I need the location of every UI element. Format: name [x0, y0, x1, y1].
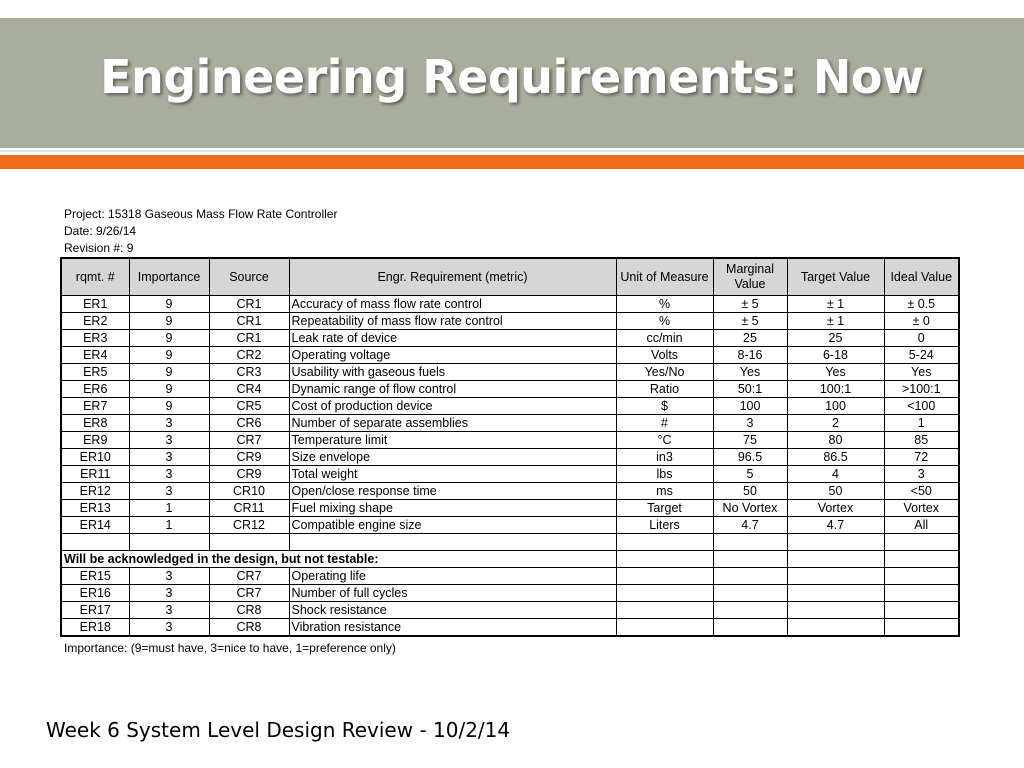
column-header: rqmt. #: [61, 258, 129, 296]
table-cell: CR7: [209, 432, 289, 449]
table-cell: 6-18: [787, 347, 884, 364]
table-cell: Number of separate assemblies: [289, 415, 616, 432]
table-cell: ± 1: [787, 296, 884, 313]
table-row: [61, 500, 959, 517]
table-cell: ± 5: [713, 296, 787, 313]
table-row: [61, 585, 959, 602]
table-cell: [616, 602, 713, 619]
table-cell: Liters: [616, 517, 713, 534]
table-cell: 25: [787, 330, 884, 347]
table-cell: ER8: [61, 415, 129, 432]
table-cell: 3: [129, 415, 209, 432]
table-cell: [884, 551, 959, 568]
table-cell: [616, 551, 713, 568]
table-cell: 50:1: [713, 381, 787, 398]
table-row: [61, 483, 959, 500]
table-cell: ER12: [61, 483, 129, 500]
table-cell: [884, 568, 959, 585]
table-cell: [616, 568, 713, 585]
table-body: [61, 296, 959, 637]
table-cell: 25: [713, 330, 787, 347]
table-cell: 9: [129, 381, 209, 398]
table-cell: 96.5: [713, 449, 787, 466]
table-cell: Yes: [787, 364, 884, 381]
accent-bar: [0, 155, 1024, 169]
table-cell: ER10: [61, 449, 129, 466]
table-cell: [787, 568, 884, 585]
table-cell: CR4: [209, 381, 289, 398]
table-cell: [713, 568, 787, 585]
table-cell: Operating voltage: [289, 347, 616, 364]
table-cell: CR8: [209, 619, 289, 637]
table-row: [61, 398, 959, 415]
table-cell: Open/close response time: [289, 483, 616, 500]
table-row: [61, 296, 959, 313]
table-cell: Fuel mixing shape: [289, 500, 616, 517]
table-cell: ± 0.5: [884, 296, 959, 313]
table-cell: Vortex: [787, 500, 884, 517]
table-cell: ER15: [61, 568, 129, 585]
table-cell: CR1: [209, 313, 289, 330]
table-cell: 3: [129, 602, 209, 619]
column-header: Unit of Measure: [616, 258, 713, 296]
table-cell: 4: [787, 466, 884, 483]
table-cell: Yes: [884, 364, 959, 381]
table-cell: Leak rate of device: [289, 330, 616, 347]
table-row: [61, 568, 959, 585]
table-cell: Shock resistance: [289, 602, 616, 619]
table-cell: Size envelope: [289, 449, 616, 466]
table-cell: CR2: [209, 347, 289, 364]
section-row: [61, 551, 959, 568]
table-cell: 100:1: [787, 381, 884, 398]
table-cell: ER3: [61, 330, 129, 347]
table-row: [61, 330, 959, 347]
table-row: [61, 313, 959, 330]
table-cell: ER2: [61, 313, 129, 330]
table-cell: CR12: [209, 517, 289, 534]
table-cell: ER6: [61, 381, 129, 398]
table-cell: CR3: [209, 364, 289, 381]
table-cell: [616, 619, 713, 637]
table-cell: #: [616, 415, 713, 432]
table-row: [61, 432, 959, 449]
table-cell: ER18: [61, 619, 129, 637]
table-cell: 9: [129, 330, 209, 347]
table-cell: ± 1: [787, 313, 884, 330]
table-cell: [616, 585, 713, 602]
table-cell: 3: [129, 432, 209, 449]
table-row: [61, 347, 959, 364]
table-cell: °C: [616, 432, 713, 449]
table-cell: CR7: [209, 585, 289, 602]
table-cell: 1: [129, 500, 209, 517]
table-cell: Vortex: [884, 500, 959, 517]
table-cell: Volts: [616, 347, 713, 364]
table-cell: Ratio: [616, 381, 713, 398]
table-cell: 85: [884, 432, 959, 449]
table-cell: 3: [884, 466, 959, 483]
table-row: [61, 466, 959, 483]
slide-title: Engineering Requirements: Now: [100, 50, 924, 104]
table-row: [61, 381, 959, 398]
table-cell: 100: [713, 398, 787, 415]
table-cell: 5-24: [884, 347, 959, 364]
table-cell: 0: [884, 330, 959, 347]
table-cell: [884, 602, 959, 619]
table-row: [61, 619, 959, 637]
table-cell: Vibration resistance: [289, 619, 616, 637]
table-cell: %: [616, 296, 713, 313]
table-cell: 3: [129, 483, 209, 500]
table-cell: No Vortex: [713, 500, 787, 517]
table-cell: Accuracy of mass flow rate control: [289, 296, 616, 313]
table-cell: 5: [713, 466, 787, 483]
table-cell: CR9: [209, 466, 289, 483]
table-cell: Compatible engine size: [289, 517, 616, 534]
table-header-row: [61, 258, 959, 296]
column-header: Target Value: [787, 258, 884, 296]
table-cell: %: [616, 313, 713, 330]
importance-footnote: Importance: (9=must have, 3=nice to have, 1=preference only): [64, 641, 396, 655]
table-cell: [787, 534, 884, 551]
requirements-table: [60, 257, 960, 637]
table-cell: ± 0: [884, 313, 959, 330]
table-cell: <50: [884, 483, 959, 500]
table-cell: [713, 585, 787, 602]
table-cell: 9: [129, 296, 209, 313]
table-cell: [129, 534, 209, 551]
project-label: Project: 15318 Gaseous Mass Flow Rate Controller: [64, 207, 338, 221]
table-cell: CR8: [209, 602, 289, 619]
table-cell: Usability with gaseous fuels: [289, 364, 616, 381]
table-cell: $: [616, 398, 713, 415]
table-row: [61, 602, 959, 619]
table-cell: ER11: [61, 466, 129, 483]
table-cell: 3: [129, 466, 209, 483]
table-cell: ER9: [61, 432, 129, 449]
table-cell: Operating life: [289, 568, 616, 585]
table-cell: ER1: [61, 296, 129, 313]
table-cell: ± 5: [713, 313, 787, 330]
table-cell: <100: [884, 398, 959, 415]
column-header: Importance: [129, 258, 209, 296]
table-cell: 2: [787, 415, 884, 432]
table-cell: ER5: [61, 364, 129, 381]
column-header: Ideal Value: [884, 258, 959, 296]
table-cell: Yes/No: [616, 364, 713, 381]
column-header: Engr. Requirement (metric): [289, 258, 616, 296]
table-cell: >100:1: [884, 381, 959, 398]
table-cell: Dynamic range of flow control: [289, 381, 616, 398]
table-cell: 9: [129, 313, 209, 330]
table-cell: CR5: [209, 398, 289, 415]
table-cell: [713, 534, 787, 551]
table-cell: 9: [129, 364, 209, 381]
table-cell: 75: [713, 432, 787, 449]
table-cell: 50: [787, 483, 884, 500]
section-label: Will be acknowledged in the design, but not testable:: [61, 551, 616, 568]
table-cell: 72: [884, 449, 959, 466]
table-cell: ER17: [61, 602, 129, 619]
table-cell: [61, 534, 129, 551]
table-cell: [787, 602, 884, 619]
table-row: [61, 364, 959, 381]
table-row: [61, 415, 959, 432]
table-cell: 1: [129, 517, 209, 534]
table-cell: CR1: [209, 296, 289, 313]
table-cell: lbs: [616, 466, 713, 483]
table-cell: Total weight: [289, 466, 616, 483]
table-cell: Number of full cycles: [289, 585, 616, 602]
table-row: [61, 449, 959, 466]
table-cell: 9: [129, 398, 209, 415]
table-cell: [787, 619, 884, 637]
table-cell: 100: [787, 398, 884, 415]
table-cell: [713, 551, 787, 568]
table-cell: [289, 534, 616, 551]
revision-label: Revision #: 9: [64, 241, 134, 255]
table-cell: 3: [129, 449, 209, 466]
table-cell: 1: [884, 415, 959, 432]
table-cell: Cost of production device: [289, 398, 616, 415]
table-cell: ms: [616, 483, 713, 500]
table-cell: ER13: [61, 500, 129, 517]
table-cell: 3: [713, 415, 787, 432]
table-cell: cc/min: [616, 330, 713, 347]
table-cell: 3: [129, 585, 209, 602]
divider-line: [0, 150, 1024, 152]
table-cell: 8-16: [713, 347, 787, 364]
table-cell: ER4: [61, 347, 129, 364]
table-row: [61, 534, 959, 551]
table-cell: 9: [129, 347, 209, 364]
table-cell: 3: [129, 619, 209, 637]
table-cell: 3: [129, 568, 209, 585]
table-cell: CR11: [209, 500, 289, 517]
table-cell: 80: [787, 432, 884, 449]
table-cell: 4.7: [787, 517, 884, 534]
table-cell: [713, 602, 787, 619]
table-cell: Target: [616, 500, 713, 517]
table-cell: CR9: [209, 449, 289, 466]
table-cell: CR10: [209, 483, 289, 500]
table-cell: [616, 534, 713, 551]
table-cell: Repeatability of mass flow rate control: [289, 313, 616, 330]
table-cell: ER14: [61, 517, 129, 534]
table-row: [61, 517, 959, 534]
table-cell: [884, 619, 959, 637]
table-cell: [713, 619, 787, 637]
table-cell: [884, 585, 959, 602]
column-header: Marginal Value: [713, 258, 787, 296]
table-cell: in3: [616, 449, 713, 466]
column-header: Source: [209, 258, 289, 296]
table-cell: All: [884, 517, 959, 534]
date-label: Date: 9/26/14: [64, 224, 137, 238]
table-cell: [787, 551, 884, 568]
table-cell: 86.5: [787, 449, 884, 466]
table-cell: Yes: [713, 364, 787, 381]
table-cell: CR7: [209, 568, 289, 585]
table-cell: CR6: [209, 415, 289, 432]
table-cell: Temperature limit: [289, 432, 616, 449]
slide-footer: Week 6 System Level Design Review - 10/2/14: [46, 718, 511, 742]
table-cell: ER16: [61, 585, 129, 602]
table-cell: ER7: [61, 398, 129, 415]
table-cell: 50: [713, 483, 787, 500]
table-cell: [884, 534, 959, 551]
table-cell: CR1: [209, 330, 289, 347]
table-cell: 4.7: [713, 517, 787, 534]
table-cell: [787, 585, 884, 602]
table-cell: [209, 534, 289, 551]
